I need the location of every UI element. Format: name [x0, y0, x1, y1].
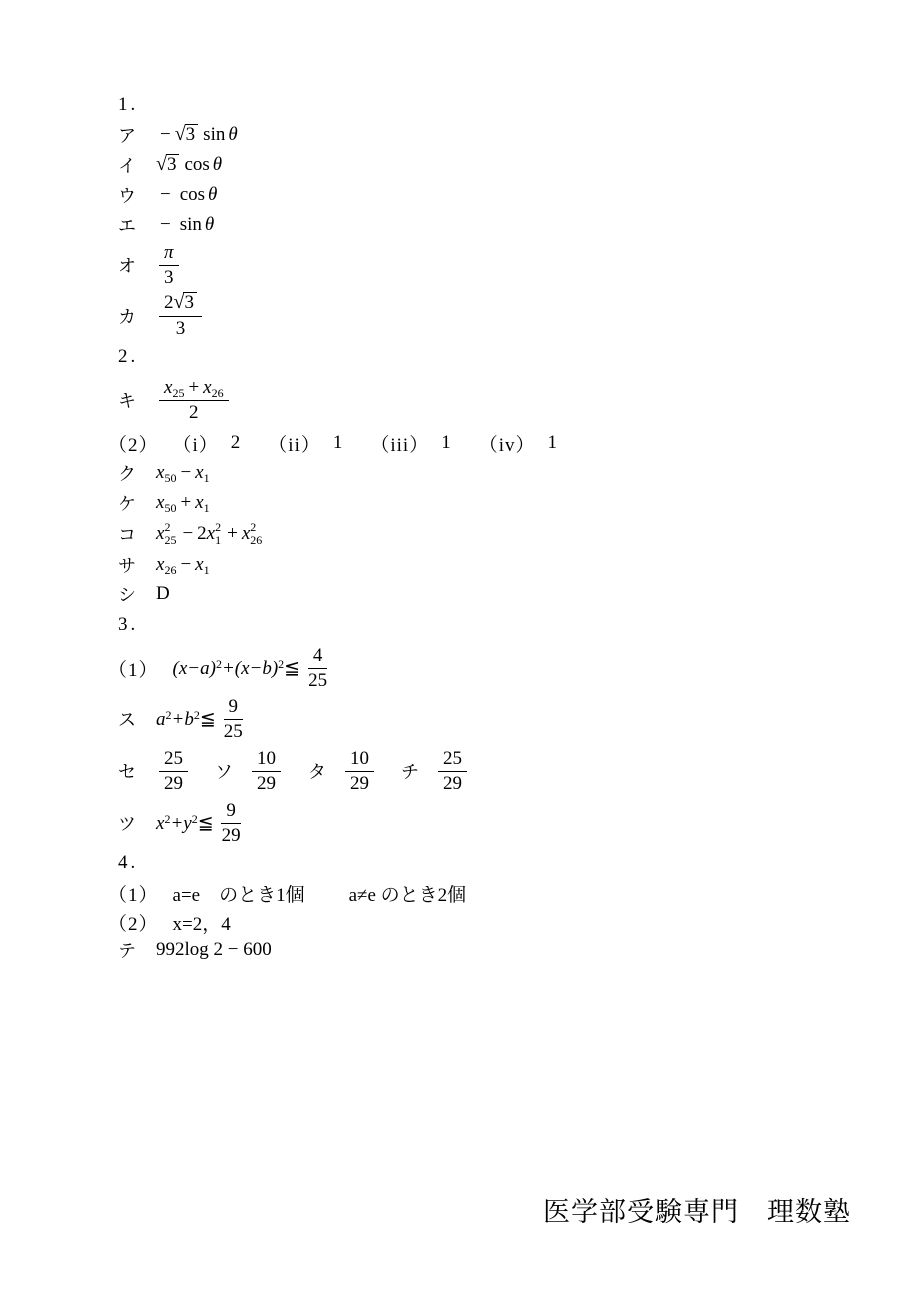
answer-label-chi: チ	[401, 762, 419, 782]
section-1-heading: 1.	[118, 94, 139, 115]
superscript: 2	[215, 656, 222, 671]
term: a	[156, 708, 166, 730]
coefficient: 2	[164, 292, 174, 314]
answer-row-se-so-ta-chi	[118, 744, 897, 798]
answer-expr-o	[156, 242, 182, 289]
answer-expr-ku	[156, 462, 210, 484]
answer-expr-i	[156, 154, 222, 177]
answer-row-sa	[118, 550, 897, 580]
fraction-numerator: 9	[224, 696, 244, 720]
fraction-denominator: 2	[189, 401, 199, 423]
variable-theta: θ	[228, 123, 238, 145]
roman-ii: （ii）	[268, 434, 321, 456]
fraction-numerator: 25	[438, 748, 467, 772]
function-name: sin	[203, 123, 226, 145]
minus-sign: −	[160, 123, 171, 145]
answer-row-i	[118, 150, 897, 180]
answer-row-te	[118, 936, 897, 964]
section-2-heading-row	[118, 342, 897, 372]
superscript: 2	[164, 520, 171, 535]
subscript: 25	[164, 533, 177, 547]
fraction-denominator: 3	[175, 318, 186, 340]
answer-expr-sa	[156, 554, 210, 576]
radical-sign-icon: √	[156, 152, 167, 175]
answer-label-u: ウ	[118, 186, 136, 206]
sqrt-radical	[175, 124, 198, 147]
superscript: 2	[165, 707, 172, 722]
superscript: 2	[164, 811, 171, 826]
fraction-denominator: 29	[443, 772, 462, 794]
sub-answer-i	[173, 430, 241, 457]
variable-x: x	[164, 376, 173, 398]
term: x	[156, 812, 165, 834]
part-number: （2）	[108, 913, 159, 935]
variable-x: x	[206, 523, 216, 544]
plus-sign: +	[180, 492, 192, 513]
radicand: 3	[166, 154, 180, 177]
function-name: sin	[179, 214, 202, 235]
answer-row-su	[118, 694, 897, 744]
expression	[156, 708, 216, 731]
variable-theta: θ	[204, 214, 215, 235]
subscript: 1	[203, 501, 210, 515]
term: +b	[171, 708, 194, 730]
expression	[156, 812, 214, 835]
answer-row-ka	[118, 290, 897, 342]
answer-expr-so	[249, 748, 284, 795]
fraction-numerator: 25	[159, 748, 188, 772]
answer-pair-chi	[401, 748, 470, 795]
answer-label-ke: ケ	[118, 494, 136, 514]
answer-row-ku	[118, 458, 897, 488]
section-3-heading: 3.	[118, 614, 139, 635]
roman-iii: （iii）	[370, 434, 430, 456]
fraction	[159, 377, 229, 424]
variable-theta: θ	[212, 153, 223, 175]
subscript: 26	[164, 563, 177, 577]
section-4-heading-row	[118, 848, 897, 878]
fraction-denominator: 25	[223, 720, 243, 742]
roman-iv: （iv）	[478, 434, 536, 456]
fraction	[438, 748, 467, 795]
answer-expr-u	[156, 184, 217, 206]
answer-expr-3-1	[108, 644, 335, 692]
answer-row-e	[118, 210, 897, 240]
answer-label-ku: ク	[118, 464, 136, 484]
term: +y	[170, 812, 192, 834]
fraction-numerator: π	[159, 242, 179, 266]
minus-sign: −	[160, 214, 171, 235]
answer-label-se: セ	[118, 762, 136, 782]
radicand: 3	[183, 292, 197, 315]
answer-expr-ko	[156, 521, 264, 546]
minus-sign: −	[182, 523, 194, 544]
variable-x: x	[156, 523, 165, 544]
fraction-numerator	[159, 292, 202, 317]
superscript: 2	[191, 811, 198, 826]
subscript: 50	[164, 471, 177, 485]
variable-x: x	[156, 554, 165, 575]
answer-expr-4-2	[108, 909, 231, 936]
answer-pair-ta	[308, 748, 377, 795]
fraction-numerator: 10	[345, 748, 374, 772]
sub-answer-iii	[370, 430, 450, 457]
minus-sign: −	[180, 554, 192, 575]
term: (x−a)	[172, 657, 216, 679]
fraction-denominator: 29	[257, 772, 276, 794]
subscript: 25	[172, 385, 185, 400]
fraction-numerator: 10	[252, 748, 281, 772]
answer-label-tsu: ツ	[118, 814, 136, 834]
variable-x: x	[195, 554, 204, 575]
fraction	[219, 696, 248, 743]
answer-row-a	[118, 120, 897, 150]
minus-sign: −	[180, 462, 192, 483]
function-name: cos	[179, 184, 206, 205]
fraction-numerator	[159, 377, 229, 401]
answer-expr-su	[156, 696, 251, 743]
fraction-numerator: 4	[308, 645, 328, 669]
minus-sign: −	[160, 184, 171, 205]
answer-expr-ke	[156, 492, 210, 514]
subscript: 1	[203, 563, 210, 577]
variable-x: x	[156, 462, 165, 483]
answer-label-so: ソ	[215, 762, 233, 782]
fraction	[159, 748, 188, 795]
answer-expr-ki	[156, 377, 232, 424]
answer-expr-ta	[342, 748, 377, 795]
answer-label-ko: コ	[118, 525, 136, 545]
section-1-heading-row	[118, 90, 897, 120]
answer-label-sa: サ	[118, 556, 136, 576]
answer-row-4-2	[108, 908, 897, 936]
subscript: 50	[164, 501, 177, 515]
coefficient: 2	[197, 523, 207, 544]
fraction-denominator: 25	[308, 669, 328, 691]
section-2-heading: 2.	[118, 346, 139, 367]
answer-label-su: ス	[118, 710, 136, 730]
section-4-heading: 4.	[118, 852, 139, 873]
answer-row-ki	[118, 372, 897, 428]
answer-expr-chi	[435, 748, 470, 795]
part-number: （1）	[108, 659, 159, 681]
answer-row-tsu	[118, 798, 897, 848]
answer-row-o	[118, 240, 897, 290]
answer-value-shi: D	[156, 583, 170, 604]
superscript: 2	[250, 520, 257, 535]
variable-theta: θ	[208, 184, 218, 205]
answer-label-a: ア	[118, 126, 136, 146]
answer-expr-a	[156, 124, 238, 147]
case-2: a≠e のとき2個	[348, 884, 467, 906]
function-name: cos	[184, 153, 210, 175]
term: +(x−b)	[221, 657, 279, 679]
sub-answer-ii	[268, 430, 342, 457]
subscript: 1	[203, 471, 210, 485]
sub-answers	[108, 430, 585, 457]
answer-expr-4-1	[108, 880, 467, 907]
section-3-heading-row	[118, 608, 897, 642]
value: x=2，4	[172, 913, 231, 935]
answer-row-3-1	[108, 642, 897, 694]
answer-expr-ka	[156, 292, 205, 340]
fraction-denominator: 29	[350, 772, 369, 794]
answer-label-e: エ	[118, 216, 136, 236]
roman-i: （i）	[172, 434, 219, 456]
fraction	[159, 292, 202, 340]
subscript: 1	[215, 533, 222, 547]
fraction	[303, 645, 332, 692]
plus-sign: +	[227, 523, 238, 544]
answer-label-ki: キ	[118, 391, 136, 411]
school-name-footer: 医学部受験専門 理数塾	[543, 1197, 851, 1227]
answer-value-te: 992log 2 − 600	[156, 939, 272, 960]
superscript: 2	[278, 656, 285, 671]
part-number: （1）	[108, 884, 159, 906]
sup-sub-stack	[164, 521, 176, 546]
superscript: 2	[193, 707, 200, 722]
radical-sign-icon: √	[173, 291, 185, 314]
variable-x: x	[203, 376, 212, 398]
num-part	[164, 377, 224, 399]
fraction	[252, 748, 281, 795]
subscript: 26	[211, 385, 224, 400]
sup-sub-stack	[250, 521, 262, 546]
case-1: a=e のとき1個	[172, 884, 305, 906]
answer-label-i: イ	[118, 156, 136, 176]
radicand: 3	[185, 124, 199, 147]
answer-row-ke	[118, 488, 897, 518]
fraction	[345, 748, 374, 795]
expression	[173, 657, 301, 680]
variable-x: x	[195, 492, 204, 513]
sub-answers-row	[108, 428, 897, 458]
answer-label-ka: カ	[118, 307, 136, 327]
expression	[156, 492, 210, 514]
answer-pair-se	[118, 748, 191, 795]
sup-sub-stack	[215, 521, 221, 546]
expression	[156, 554, 210, 576]
value: 2	[230, 432, 241, 453]
leq-sign: ≦	[284, 657, 301, 679]
part-number: （2）	[108, 434, 159, 456]
radical-sign-icon: √	[174, 122, 186, 145]
answer-pair-so	[215, 748, 284, 795]
plus-sign: +	[188, 376, 200, 398]
leq-sign: ≦	[199, 708, 216, 730]
fraction-numerator: 9	[221, 800, 241, 824]
value: 1	[441, 432, 451, 453]
answer-expr-se	[156, 748, 191, 795]
leq-sign: ≦	[197, 812, 214, 834]
answer-expr-tsu	[156, 800, 249, 847]
superscript: 2	[215, 520, 222, 535]
fraction	[217, 800, 246, 847]
fraction-denominator: 29	[164, 772, 183, 794]
fraction-denominator: 3	[164, 266, 174, 288]
answer-label-o: オ	[118, 256, 136, 276]
sub-answer-iv	[479, 430, 557, 457]
answer-expr-e	[156, 214, 214, 236]
sqrt-radical	[174, 292, 197, 315]
answer-label-ta: タ	[308, 762, 326, 782]
answer-row-shi	[118, 580, 897, 608]
variable-x: x	[195, 462, 204, 483]
variable-x: x	[241, 523, 251, 544]
answer-label-te: テ	[118, 941, 136, 961]
fraction-denominator: 29	[221, 824, 241, 846]
subscript: 26	[250, 533, 263, 547]
variable-x: x	[156, 492, 165, 513]
answer-row-u	[118, 180, 897, 210]
answer-label-shi: シ	[118, 585, 136, 605]
answer-row-4-1	[108, 878, 897, 908]
fraction	[159, 242, 179, 289]
expression	[156, 462, 210, 484]
value: 1	[547, 432, 557, 453]
value: 1	[332, 432, 343, 453]
sqrt-radical	[156, 154, 179, 177]
answer-row-ko	[118, 518, 897, 550]
